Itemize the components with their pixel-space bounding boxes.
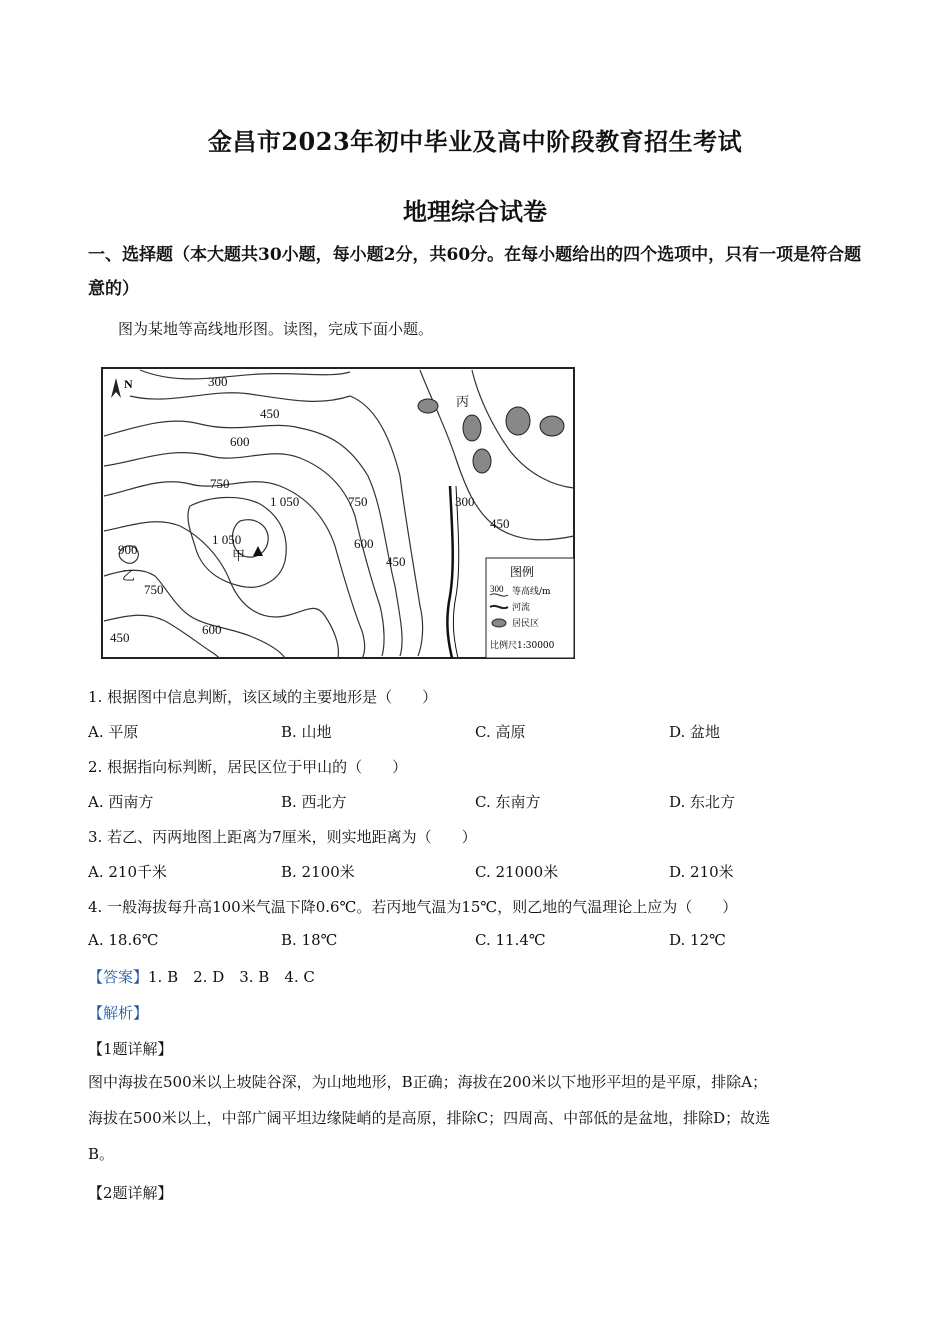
contour-label: 450 (110, 630, 130, 645)
exam-subtitle: 地理综合试卷 (403, 197, 547, 226)
place-label-bing: 丙 (456, 395, 470, 410)
q2-detail-heading: 【2题详解】 (88, 1184, 173, 1202)
contour-label: 450 (386, 554, 406, 569)
q1-option-c[interactable]: C. 高原 (475, 723, 526, 741)
q4-option-d[interactable]: D. 12℃ (669, 931, 726, 949)
section-heading: 一、选择题（本大题共30小题，每小题2分，共60分。在每小题给出的四个选项中，只有一项是符合题意的） (88, 245, 862, 299)
exam-title: 金昌市2023年初中毕业及高中阶段教育招生考试 (207, 127, 743, 156)
contour-label: 600 (230, 434, 250, 449)
q3-option-b[interactable]: B. 2100米 (281, 863, 355, 881)
question-1: 1. 根据图中信息判断，该区域的主要地形是（ ） (88, 688, 438, 706)
map-intro: 图为某地等高线地形图。读图，完成下面小题。 (118, 320, 434, 338)
legend-title: 图例 (510, 565, 535, 579)
contour-label: 450 (490, 516, 510, 531)
answer-label: 【答案】 (88, 968, 149, 986)
q1-explanation-line-1: 图中海拔在500米以上坡陡谷深，为山地地形，B正确；海拔在200米以下地形平坦的是平原，排除A； (88, 1073, 768, 1091)
contour-label: 450 (260, 406, 280, 421)
q3-option-d[interactable]: D. 210米 (669, 863, 734, 881)
legend-river: 河流 (512, 603, 531, 613)
contour-label: 600 (354, 536, 374, 551)
contour-label: 600 (202, 622, 222, 637)
q1-option-d[interactable]: D. 盆地 (669, 723, 721, 741)
q1-option-a[interactable]: A. 平原 (88, 723, 139, 741)
contour-map (100, 366, 576, 660)
question-3: 3. 若乙、丙两地图上距离为7厘米，则实地距离为（ ） (88, 828, 477, 846)
contour-label: 1 050 (270, 494, 300, 509)
question-2: 2. 根据指向标判断，居民区位于甲山的（ ） (88, 758, 408, 776)
q1-explanation-line-2: 海拔在500米以上，中部广阔平坦边缘陡峭的是高原，排除C；四周高、中部低的是盆地，排除D；故选 (88, 1109, 771, 1127)
legend-scale: 比例尺1:30000 (490, 641, 555, 651)
contour-label: 900 (118, 542, 138, 557)
q3-option-a[interactable]: A. 210千米 (88, 863, 167, 881)
q4-option-c[interactable]: C. 11.4℃ (475, 931, 546, 949)
q1-detail-heading: 【1题详解】 (88, 1040, 173, 1058)
q4-option-b[interactable]: B. 18℃ (281, 931, 338, 949)
answer-text: 1. B 2. D 3. B 4. C (148, 968, 315, 986)
north-label: N (124, 377, 133, 391)
q2-option-d[interactable]: D. 东北方 (669, 793, 736, 811)
analysis-label: 【解析】 (88, 1004, 149, 1022)
contour-label: 750 (210, 476, 230, 491)
q2-option-c[interactable]: C. 东南方 (475, 793, 541, 811)
q2-option-a[interactable]: A. 西南方 (88, 793, 154, 811)
q1-explanation-line-3: B。 (88, 1145, 115, 1163)
contour-label: 1 050 (212, 532, 242, 547)
q1-explanation (88, 1064, 863, 1172)
q2-option-b[interactable]: B. 西北方 (281, 793, 347, 811)
place-label-yi: 乙 (122, 569, 136, 584)
map-legend (486, 558, 574, 658)
q3-option-c[interactable]: C. 21000米 (475, 863, 559, 881)
question-4: 4. 一般海拔每升高100米气温下降0.6℃。若丙地气温为15℃，则乙地的气温理论上应为（ ） (88, 898, 738, 916)
legend-contour-sample: 300 (490, 584, 504, 594)
legend-settlement: 居民区 (512, 619, 540, 629)
legend-contour: 等高线/m (512, 587, 551, 597)
q4-option-a[interactable]: A. 18.6℃ (88, 931, 159, 949)
contour-label: 750 (348, 494, 368, 509)
contour-label: 300 (455, 494, 475, 509)
q1-option-b[interactable]: B. 山地 (281, 723, 332, 741)
contour-label: 750 (144, 582, 164, 597)
answer-line (88, 966, 315, 987)
place-label-jia: 甲 (232, 549, 246, 564)
contour-label: 300 (208, 374, 228, 389)
